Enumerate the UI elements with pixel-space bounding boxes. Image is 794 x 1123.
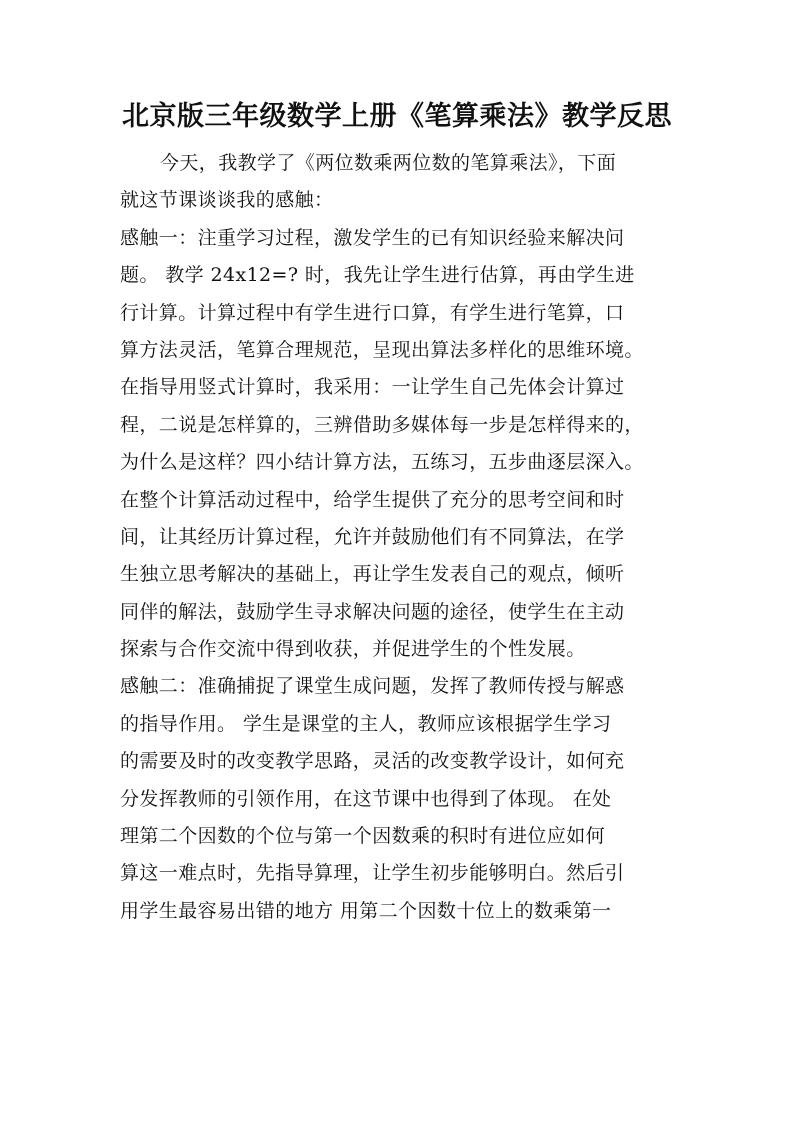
paragraph-line: 题。 教学 24x12=? 时，我先让学生进行估算，再由学生进 — [120, 264, 635, 287]
paragraph-line: 今天，我教学了《两位数乘两位数的笔算乘法》，下面 — [160, 152, 617, 174]
paragraph-line: 在整个计算活动过程中，给学生提供了充分的思考空间和时 — [120, 488, 625, 511]
paragraph-line: 算方法灵活，笔算合理规范，呈现出算法多样化的思维环境。 — [120, 338, 644, 361]
paragraph-line: 为什么是这样？四小结计算方法，五练习，五步曲逐层深入。 — [120, 451, 644, 474]
paragraph-line: 分发挥教师的引领作用，在这节课中也得到了体现。 在处 — [120, 787, 612, 810]
paragraph-line: 生独立思考解决的基础上，再让学生发表自己的观点，倾听 — [120, 563, 625, 586]
paragraph-line: 程，二说是怎样算的，三辨借助多媒体每一步是怎样得来的， — [120, 413, 644, 436]
document-title: 北京版三年级数学上册《笔算乘法》教学反思 — [122, 101, 672, 132]
paragraph-line: 探索与合作交流中得到收获，并促进学生的个性发展。 — [120, 638, 586, 661]
paragraph-line: 用学生最容易出错的地方 用第二个因数十位上的数乘第一 — [120, 899, 612, 922]
paragraph-line: 感触一：注重学习过程，激发学生的已有知识经验来解决问 — [120, 226, 625, 249]
paragraph-line: 的指导作用。 学生是课堂的主人，教师应该根据学生学习 — [120, 712, 612, 735]
paragraph-line: 的需要及时的改变教学思路，灵活的改变教学设计，如何充 — [120, 750, 625, 773]
paragraph-line: 同伴的解法，鼓励学生寻求解决问题的途径，使学生在主动 — [120, 600, 625, 623]
paragraph-line: 算这一难点时，先指导算理，让学生初步能够明白。然后引 — [120, 862, 625, 885]
paragraph-line: 感触二：准确捕捉了课堂生成问题，发挥了教师传授与解惑 — [120, 675, 625, 698]
paragraph-line: 行计算。计算过程中有学生进行口算，有学生进行笔算，口 — [120, 301, 625, 324]
paragraph-line: 理第二个因数的个位与第一个因数乘的积时有进位应如何 — [120, 825, 606, 848]
paragraph-line: 在指导用竖式计算时，我采用：一让学生自己先体会计算过 — [120, 376, 625, 399]
document-body — [120, 145, 680, 930]
paragraph-line: 间，让其经历计算过程，允许并鼓励他们有不同算法，在学 — [120, 525, 625, 548]
paragraph-line: 就这节课谈谈我的感触： — [120, 189, 334, 212]
